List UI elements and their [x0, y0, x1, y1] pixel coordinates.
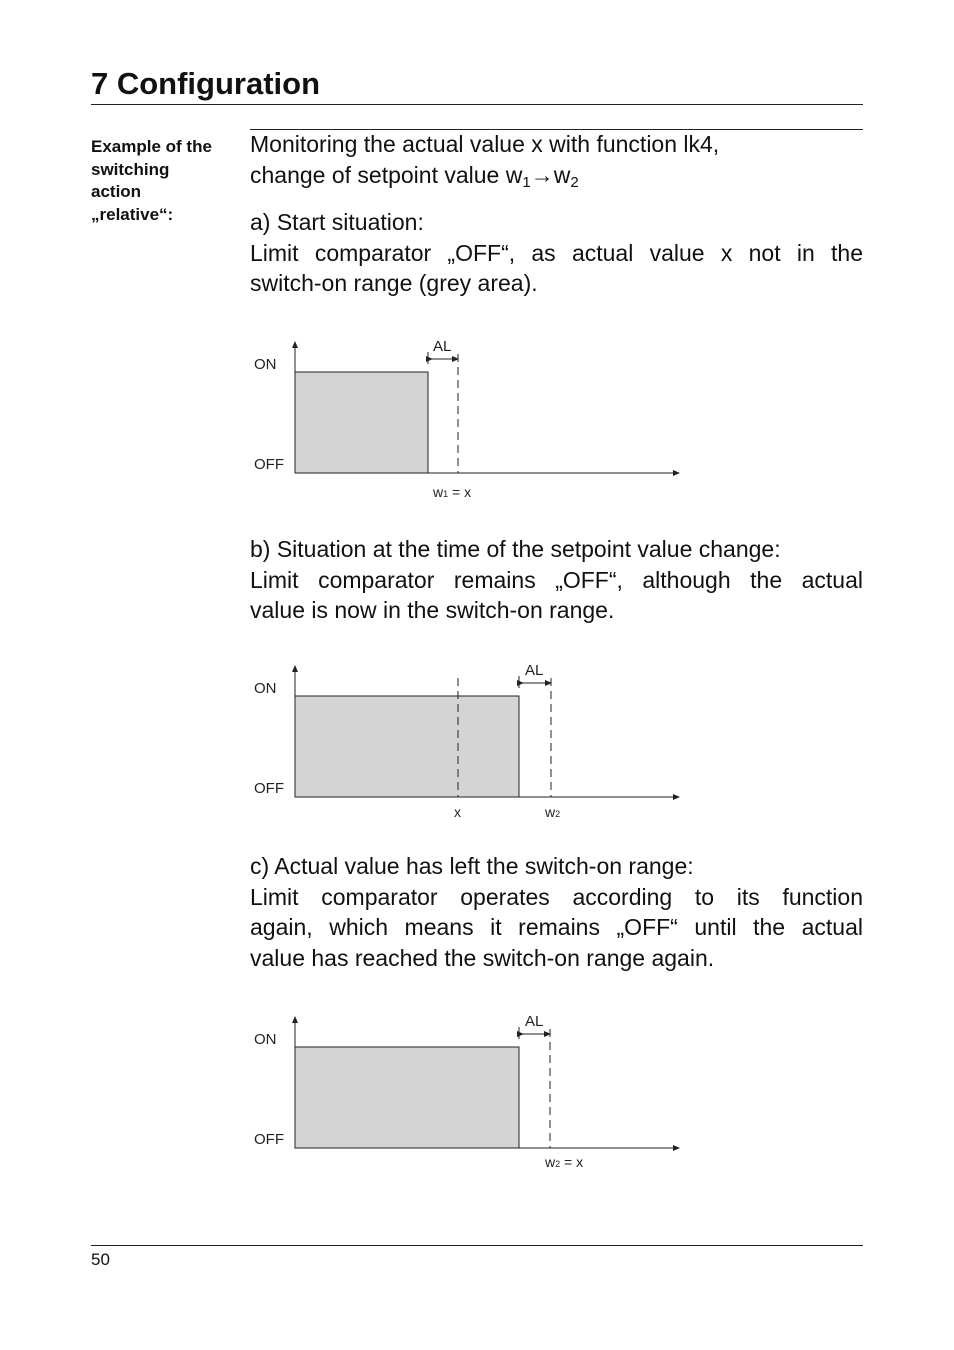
- section-b: [250, 534, 863, 626]
- marker-sub: 2: [555, 809, 561, 819]
- intro-line-text: change of setpoint value w: [250, 161, 523, 188]
- section-text-line: Limit comparator „OFF“, as actual value x not in the: [250, 239, 863, 266]
- section-a: [250, 207, 863, 299]
- arrow-text: →w: [530, 161, 571, 188]
- section-text-line: switch-on range (grey area).: [250, 270, 538, 296]
- section-heading: c) Actual value has left the switch-on range:: [250, 853, 694, 879]
- marker-suffix: = x: [448, 484, 472, 500]
- switch-on-area: [295, 696, 519, 797]
- page-number: 50: [91, 1250, 110, 1269]
- switch-on-area: [295, 1047, 519, 1148]
- diagram-left-range: [240, 1007, 690, 1187]
- off-label: OFF: [254, 456, 284, 473]
- side-label: [91, 136, 241, 226]
- off-label: OFF: [254, 1131, 284, 1148]
- off-label: OFF: [254, 780, 284, 797]
- al-label: AL: [525, 1013, 544, 1030]
- section-heading: b) Situation at the time of the setpoint value change:: [250, 536, 781, 562]
- section-text-line: Limit comparator remains „OFF“, although the actual: [250, 566, 863, 593]
- marker-x: x: [454, 804, 461, 820]
- marker-w: w: [545, 804, 556, 820]
- marker-label: [432, 484, 471, 500]
- al-label: AL: [433, 338, 452, 355]
- marker-w: w: [545, 1154, 556, 1170]
- section-text-line: again, which means it remains „OFF“ until the actual: [250, 914, 863, 940]
- intro-line: [250, 160, 863, 191]
- side-label-line: Example of the: [91, 137, 212, 156]
- side-label-line: action: [91, 182, 142, 201]
- footer-rule: [91, 1245, 863, 1246]
- section-text-line: value has reached the switch-on range again.: [250, 944, 715, 971]
- side-label-line: switching: [91, 159, 170, 179]
- switch-on-area: [295, 372, 428, 473]
- chapter-title: 7 Configuration: [91, 66, 321, 101]
- marker-w: w: [433, 484, 444, 500]
- subscript: 2: [570, 173, 579, 191]
- on-label: ON: [254, 356, 277, 373]
- marker-sub: 2: [555, 1159, 561, 1169]
- marker-sub: 1: [443, 489, 449, 499]
- on-label: ON: [254, 680, 277, 697]
- section-heading: a) Start situation:: [250, 209, 424, 235]
- intro-line: Monitoring the actual value x with function lk4,: [250, 131, 720, 157]
- marker-suffix: = x: [560, 1154, 584, 1170]
- marker-label: [544, 1154, 583, 1170]
- section-text-line: Limit comparator operates according to its function: [250, 883, 863, 910]
- diagram-start-situation: [240, 332, 690, 512]
- intro-paragraph: [250, 129, 863, 190]
- diagram-setpoint-change: [240, 656, 690, 836]
- subscript: 1: [522, 173, 531, 191]
- marker-label: [544, 804, 560, 820]
- section-text-line: value is now in the switch-on range.: [250, 597, 615, 623]
- side-label-line: „relative“:: [91, 204, 174, 224]
- header-rule: [91, 104, 863, 105]
- on-label: ON: [254, 1031, 277, 1048]
- al-label: AL: [525, 662, 544, 679]
- section-c: [250, 851, 863, 973]
